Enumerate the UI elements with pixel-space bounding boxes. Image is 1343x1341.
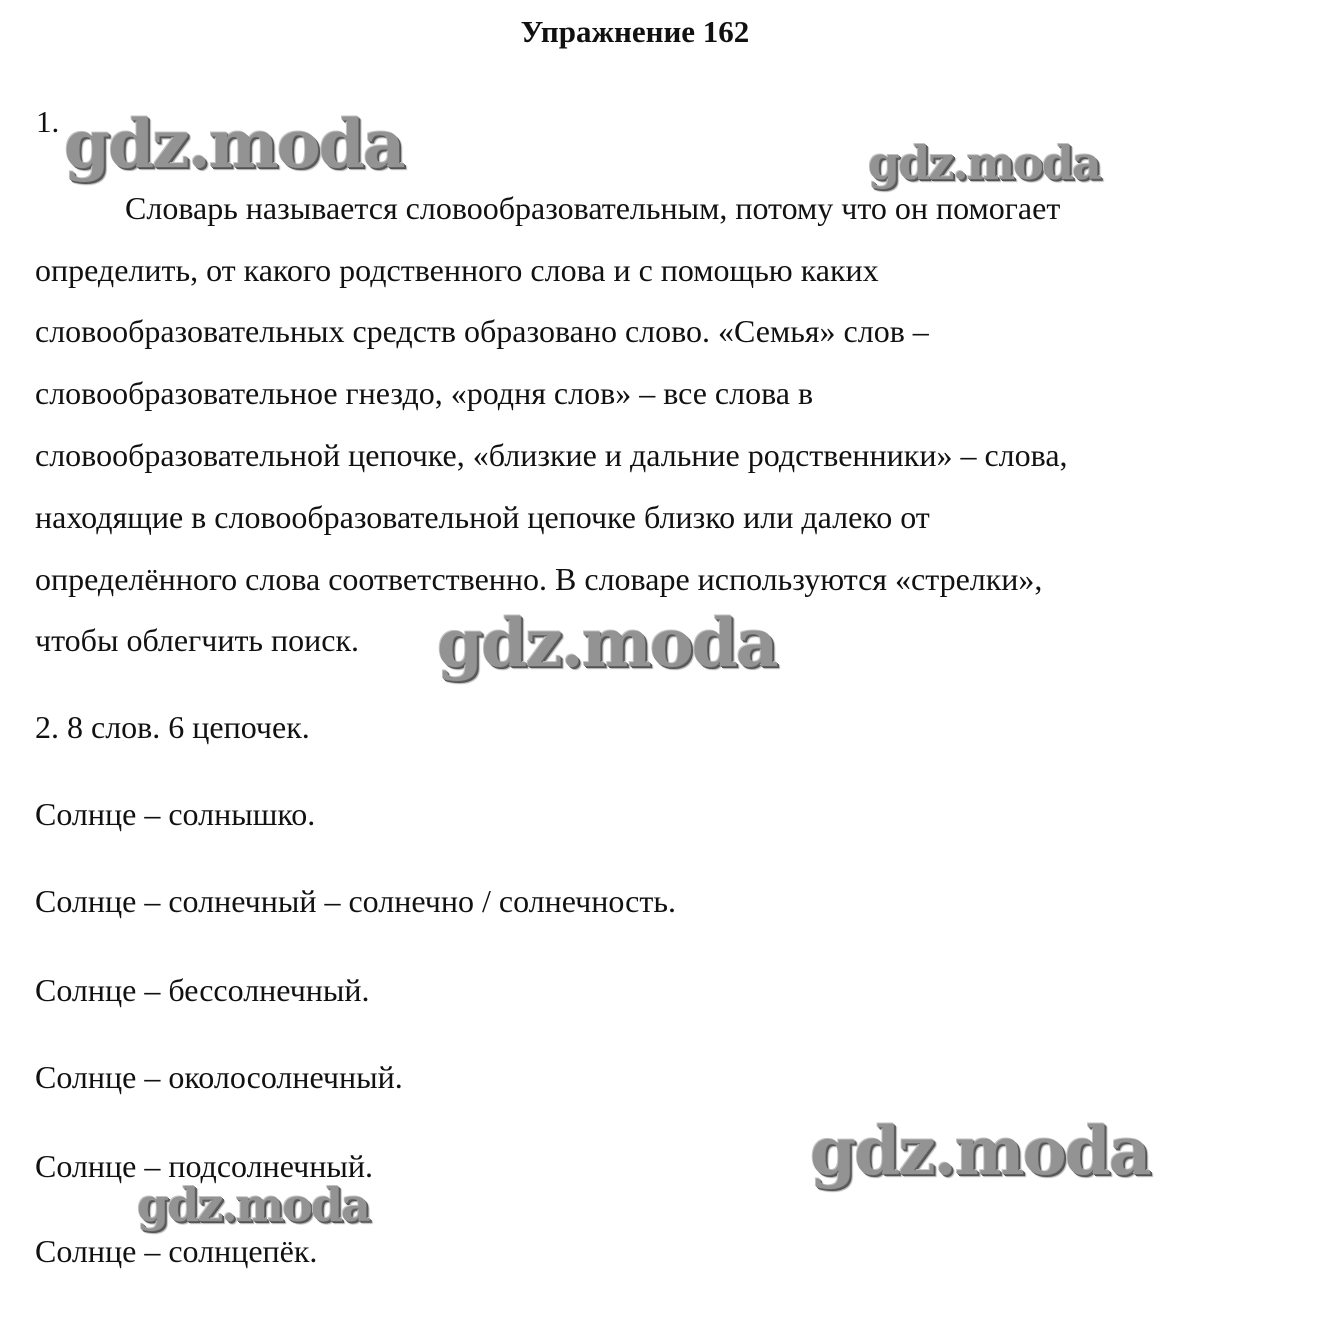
- paragraph-line: словообразовательной цепочке, «близкие и дальние родственники» – слова,: [35, 437, 1068, 473]
- paragraph-line: словообразовательное гнездо, «родня слов» – все слова в: [35, 375, 814, 411]
- chain-line: Солнце – солнечный – солнечно / солнечность.: [35, 883, 676, 919]
- watermark-logo: gdz.moda: [868, 136, 1100, 190]
- chain-line: Солнце – околосолнечный.: [35, 1059, 403, 1095]
- section-1-number: 1.: [36, 104, 60, 139]
- paragraph-line: чтобы облегчить поиск.: [35, 622, 360, 658]
- chain-line: Солнце – солнцепёк.: [35, 1233, 318, 1269]
- watermark-logo: gdz.moda: [137, 1178, 369, 1232]
- watermark-logo: gdz.moda: [64, 105, 404, 183]
- section-2-header: 2. 8 слов. 6 цепочек.: [35, 709, 310, 745]
- paragraph-line: словообразовательных средств образовано слово. «Семья» слов –: [35, 313, 929, 349]
- chain-line: Солнце – солнышко.: [35, 796, 316, 832]
- chain-line: Солнце – бессолнечный.: [35, 972, 370, 1008]
- paragraph-line: определить, от какого родственного слова и с помощью каких: [35, 252, 879, 288]
- paragraph-line: находящие в словообразовательной цепочке близко или далеко от: [35, 499, 930, 535]
- chain-line: Солнце – подсолнечный.: [35, 1148, 373, 1184]
- page-title: Упражнение 162: [520, 14, 750, 49]
- watermark-logo: gdz.moda: [437, 604, 777, 682]
- watermark-logo: gdz.moda: [810, 1112, 1150, 1190]
- paragraph-line: определённого слова соответственно. В словаре используются «стрелки»,: [35, 561, 1043, 597]
- paragraph-line: Словарь называется словообразовательным, потому что он помогает: [125, 190, 1061, 226]
